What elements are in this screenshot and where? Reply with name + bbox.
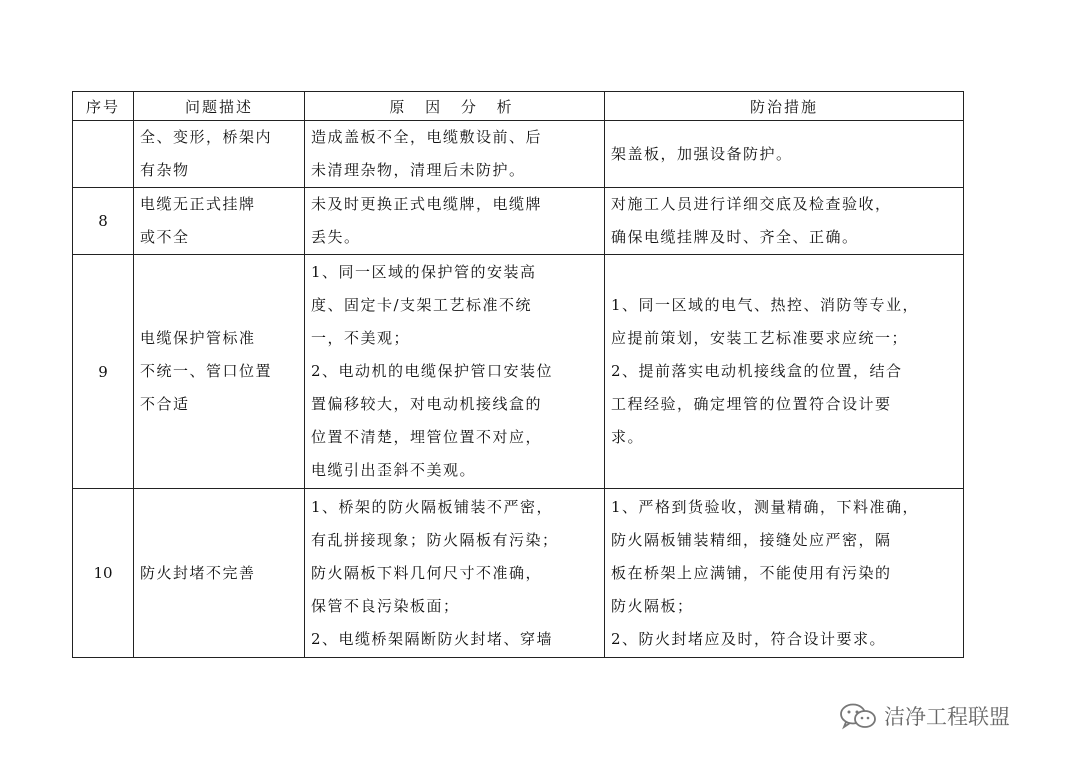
row-number: 9: [73, 255, 134, 489]
header-cause: 原 因 分 析: [305, 92, 605, 121]
cause-line: 未清理杂物，清理后未防护。: [311, 161, 526, 179]
watermark-text: 洁净工程联盟: [884, 705, 1010, 729]
wechat-icon: [838, 702, 878, 730]
cause-line: 度、固定卡/支架工艺标准不统: [311, 296, 533, 314]
problem-line: 电缆无正式挂牌: [140, 195, 256, 213]
measure-line: 确保电缆挂牌及时、齐全、正确。: [611, 228, 859, 246]
cell-measure: [605, 489, 964, 658]
measure-line: 板在桥架上应满铺，不能使用有污染的: [611, 563, 892, 582]
defects-table: [72, 91, 964, 658]
cell-problem: [134, 255, 305, 489]
cause-line: 保管不良污染板面；: [311, 596, 460, 615]
measure-line: 工程经验，确定埋管的位置符合设计要: [611, 395, 892, 413]
cell-problem: [134, 188, 305, 255]
measure-line: 2、提前落实电动机接线盒的位置，结合: [611, 362, 903, 380]
cause-line: 置偏移较大，对电动机接线盒的: [311, 395, 543, 413]
cell-problem: [134, 489, 305, 658]
cause-line: 造成盖板不全，电缆敷设前、后: [311, 128, 543, 146]
cause-line: 1、同一区域的保护管的安装高: [311, 263, 537, 281]
table-row: [73, 121, 964, 188]
measure-line: 防火隔板；: [611, 596, 694, 615]
problem-line: 不统一、管口位置: [140, 362, 273, 380]
header-num: 序号: [73, 92, 134, 121]
problem-line: 有杂物: [140, 161, 190, 179]
row-number: 8: [73, 188, 134, 255]
cell-cause: [305, 121, 605, 188]
measure-line: 架盖板，加强设备防护。: [611, 144, 793, 163]
measure-line: 求。: [611, 428, 645, 446]
cause-line: 位置不清楚，埋管位置不对应，: [311, 428, 543, 446]
cause-line: 未及时更换正式电缆牌，电缆牌: [311, 195, 543, 213]
cell-problem: [134, 121, 305, 188]
header-row: [73, 92, 964, 121]
measure-line: 对施工人员进行详细交底及检查验收，: [611, 195, 892, 213]
cause-line: 有乱拼接现象；防火隔板有污染；: [311, 530, 559, 549]
cell-cause: [305, 188, 605, 255]
header-problem: 问题描述: [134, 92, 305, 121]
cause-line: 1、桥架的防火隔板铺装不严密，: [311, 497, 554, 516]
cause-line: 丢失。: [311, 228, 361, 246]
cause-line: 电缆引出歪斜不美观。: [311, 461, 477, 479]
table-row: [73, 255, 964, 489]
header-measure: 防治措施: [605, 92, 964, 121]
table-row: [73, 489, 964, 658]
cell-measure: [605, 188, 964, 255]
table-row: [73, 188, 964, 255]
cell-cause: [305, 255, 605, 489]
problem-line: 全、变形，桥架内: [140, 128, 273, 146]
problem-line: 或不全: [140, 228, 190, 246]
problem-line: 防火封堵不完善: [140, 563, 256, 582]
cause-line: 2、电缆桥架隔断防火封堵、穿墙: [311, 629, 554, 648]
problem-line: 不合适: [140, 395, 190, 413]
cell-measure: [605, 121, 964, 188]
cause-line: 一，不美观；: [311, 329, 411, 347]
problem-line: 电缆保护管标准: [140, 329, 256, 347]
watermark: [838, 701, 1010, 731]
cell-cause: [305, 489, 605, 658]
row-number: [73, 121, 134, 188]
measure-line: 应提前策划，安装工艺标准要求应统一；: [611, 329, 909, 347]
measure-line: 1、严格到货验收，测量精确，下料准确，: [611, 497, 920, 516]
cause-line: 防火隔板下料几何尺寸不准确，: [311, 563, 543, 582]
measure-line: 防火隔板铺装精细，接缝处应严密，隔: [611, 530, 892, 549]
measure-line: 1、同一区域的电气、热控、消防等专业，: [611, 296, 920, 314]
cell-measure: [605, 255, 964, 489]
cause-line: 2、电动机的电缆保护管口安装位: [311, 362, 554, 380]
measure-line: 2、防火封堵应及时，符合设计要求。: [611, 629, 887, 648]
row-number: 10: [73, 489, 134, 658]
